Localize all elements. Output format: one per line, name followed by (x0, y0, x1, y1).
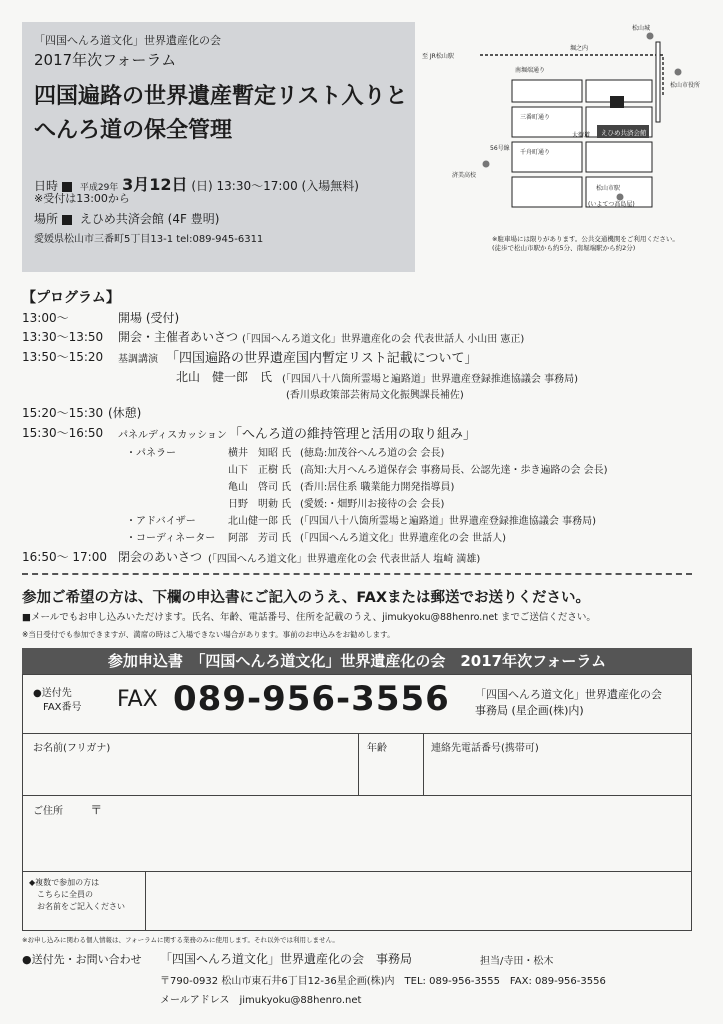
coordinator-label: ・コーディネーター (126, 533, 216, 544)
panelist-name-2: 山下 正樹 氏 (228, 465, 292, 476)
map-city-hall: 松山市役所 (670, 82, 701, 89)
map-chifunemachi: 千舟町通り (520, 149, 551, 156)
form-divider (23, 733, 691, 734)
program-content-4: (休憩) (108, 406, 142, 420)
event-place (34, 210, 219, 227)
forum-name: 2017年次フォーラム (34, 51, 177, 69)
place-label: 場所 (34, 212, 59, 226)
program-time-2: 13:30〜13:50 (22, 330, 104, 344)
panelist-aff-2: (高知:大月へんろ道保存会 事務局長、公認先達・歩き遍路の会 会長) (300, 465, 608, 476)
form-title: 参加申込書 「四国へんろ道文化」世界遺産化の会 2017年次フォーラム (22, 648, 692, 674)
program-note-6: (「四国へんろ道文化」世界遺産化の会 代表世話人 塩崎 満雄) (208, 554, 481, 565)
date-label: 日時 (34, 179, 59, 193)
bullet-square-icon (62, 215, 72, 225)
multi-participants-label (29, 877, 125, 913)
form-divider (23, 795, 691, 796)
keynote-affiliation-1: (「四国八十八箇所霊場と遍路道」世界遺産登録推進協議会 事務局) (282, 374, 578, 385)
adviser-name: 北山健一郎 氏 (228, 516, 292, 527)
send-to-label-2: FAX番号 (43, 702, 82, 713)
same-day-note: ※当日受付でも参加できますが、満席の時はご入場できない場合があります。事前のお申込みをお勧めします。 (22, 630, 395, 639)
send-to-label (33, 687, 82, 715)
contact-org: 「四国へんろ道文化」世界遺産化の会 事務局 (160, 952, 413, 966)
contact-person: 担当/寺田・松木 (480, 956, 554, 967)
cut-line-divider (22, 573, 692, 575)
fax-prefix: FAX (117, 687, 158, 712)
program-label-3: 基調講演 (118, 354, 158, 365)
program-content-3: 「四国遍路の世界遺産国内暫定リスト記載について」 (166, 351, 478, 366)
multi-line-3: お名前をご記入ください (37, 902, 125, 911)
panelist-name-1: 横井 知昭 氏 (228, 448, 292, 459)
adviser-label: ・アドバイザー (126, 516, 196, 527)
form-divider (423, 733, 424, 795)
keynote-affiliation-2: (香川県政策部芸術局文化振興課長補佐) (286, 390, 464, 401)
map-jr-station: 至 JR松山駅 (422, 53, 454, 60)
fax-recipient (475, 687, 662, 719)
venue-marker-icon (610, 96, 624, 108)
program-time-4: 15:20〜15:30 (22, 406, 104, 420)
name-field[interactable]: お名前(フリガナ) (33, 743, 111, 754)
contact-address: 〒790-0932 松山市東石井6丁目12-36星企画(株)内 TEL: 089-956-3555 FAX: 089-956-3556 (160, 976, 606, 987)
contact-label: ●送付先・お問い合わせ (22, 953, 142, 966)
phone-field[interactable]: 連絡先電話番号(携帯可) (431, 743, 539, 754)
program-note-2: (「四国へんろ道文化」世界遺産化の会 代表世話人 小山田 憲正) (242, 334, 525, 345)
map-horinouchi: 堀之内 (570, 45, 589, 52)
program-label-5: パネルディスカッション (118, 430, 227, 441)
map-sanbancho: 三番町通り (520, 114, 551, 121)
program-time-1: 13:00〜 (22, 311, 69, 325)
event-title (34, 80, 414, 148)
program-time-6: 16:50〜 17:00 (22, 550, 107, 564)
address-field[interactable] (33, 801, 102, 818)
map-takashimaya: (いよてつ髙島屋) (588, 201, 635, 208)
program-content-6: 閉会のあいさつ (118, 550, 203, 564)
fax-number: 089-956-3556 (173, 679, 450, 719)
date-era: 平成29年 (79, 183, 119, 193)
coordinator-aff: (「四国へんろ道文化」世界遺産化の会 世話人) (300, 533, 506, 544)
form-divider (358, 733, 359, 795)
title-line-1: 四国遍路の世界遺産暫定リスト入りと (34, 84, 408, 109)
adviser-aff: (「四国八十八箇所霊場と遍路道」世界遺産登録推進協議会 事務局) (300, 516, 596, 527)
map-note-1: ※駐車場には限りがあります。公共交通機関をご利用ください。 (492, 235, 679, 243)
panelist-name-3: 亀山 啓司 氏 (228, 482, 292, 493)
venue-map (420, 22, 710, 247)
fax-org: 「四国へんろ道文化」世界遺産化の会 (475, 688, 662, 701)
program-content-2: 開会・主催者あいさつ (118, 330, 239, 344)
map-route56: 56号線 (490, 145, 510, 152)
panelist-name-4: 日野 明勅 氏 (228, 499, 292, 510)
program-time-5: 15:30〜16:50 (22, 426, 104, 440)
panelist-aff-3: (香川:居住系 職業能力開発指導員) (300, 482, 455, 493)
program-content-1: 開場 (受付) (118, 311, 180, 325)
reception-time: ※受付は13:00から (34, 192, 130, 205)
multi-line-2: こちらに全員の (37, 890, 93, 899)
map-castle: 松山城 (632, 25, 651, 32)
privacy-note: ※お申し込みに関わる個人情報は、フォーラムに関する業務のみに使用します。それ以外では利用しません。 (22, 936, 339, 944)
address-label: ご住所 (33, 806, 63, 817)
organizer-name: 「四国へんろ道文化」世界遺産化の会 (34, 34, 221, 47)
coordinator-name: 阿部 芳司 氏 (228, 533, 292, 544)
date-main: 3月12日 (122, 175, 188, 194)
keynote-speaker: 北山 健一郎 氏 (176, 370, 273, 384)
map-seiki-high: 済美高校 (452, 172, 477, 179)
map-venue: えひめ共済会館 (601, 129, 647, 137)
multi-line-1: ◆複数で参加の方は (29, 878, 100, 887)
postal-mark-icon: 〒 (90, 803, 103, 817)
application-form (22, 674, 692, 931)
program-heading: 【プログラム】 (22, 290, 120, 306)
fax-office: 事務局 (星企画(株)内) (475, 704, 584, 717)
form-divider (145, 871, 146, 930)
date-rest: (日) 13:30〜17:00 (入場無料) (191, 179, 359, 193)
send-to-label-1: ●送付先 (33, 688, 72, 699)
map-note (492, 235, 712, 253)
map-okaido: 大街道 (572, 132, 591, 139)
contact-email[interactable]: メールアドレス jimukyoku@88henro.net (160, 995, 362, 1006)
city-hall-marker-icon (675, 69, 682, 76)
castle-marker-icon (647, 33, 654, 40)
program-content-5: 「へんろ道の維持管理と活用の取り組み」 (229, 427, 477, 442)
place-name: えひめ共済会館 (4F 豊明) (79, 212, 220, 226)
age-field[interactable]: 年齢 (367, 743, 387, 754)
title-line-2: へんろ道の保全管理 (34, 118, 233, 143)
panelist-aff-4: (愛媛:・畑野川お接待の会 会長) (300, 499, 445, 510)
map-note-2: (徒歩で松山市駅から約5分、南堀端駅から約2分) (492, 244, 636, 252)
station-marker-icon (617, 194, 624, 201)
application-headline: 参加ご希望の方は、下欄の申込書にご記入のうえ、FAXまたは郵送でお送りください。 (22, 590, 591, 606)
venue-address: 愛媛県松山市三番町5丁目13-1 tel:089-945-6311 (34, 234, 264, 245)
application-email-line: ■メールでもお申し込みいただけます。氏名、年齢、電話番号、住所を記載のうえ、jimukyoku@88henro.net までご送信ください。 (22, 612, 596, 623)
map-minami-horibata: 南堀端通り (515, 67, 546, 74)
map-matsuyamashi-station: 松山市駅 (596, 185, 621, 192)
multi-participants-field[interactable] (147, 873, 691, 929)
form-divider (23, 871, 691, 872)
program-time-3: 13:50〜15:20 (22, 350, 104, 364)
school-marker-icon (483, 161, 490, 168)
event-header (22, 22, 415, 272)
panelist-aff-1: (徳島:加茂谷へんろ道の会 会長) (300, 448, 445, 459)
panelist-label: ・パネラー (126, 448, 176, 459)
